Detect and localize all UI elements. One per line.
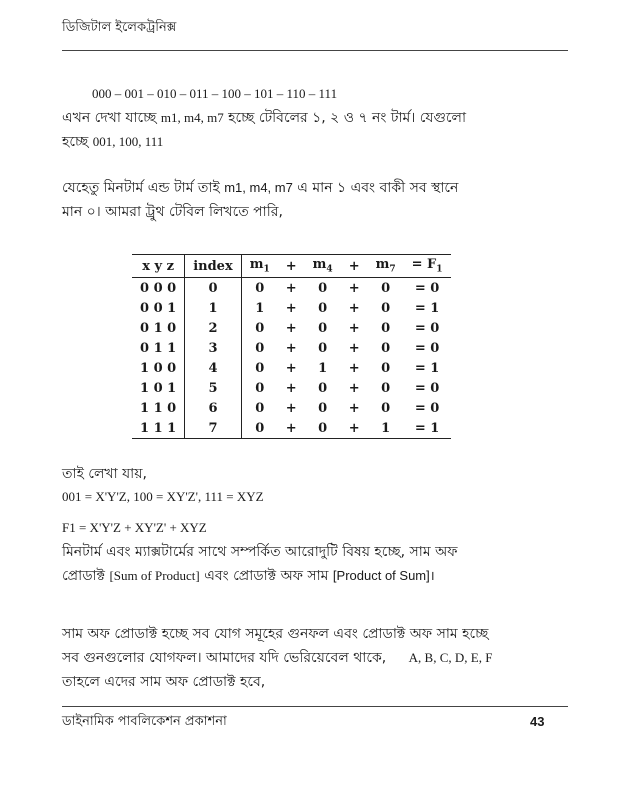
- cell-index: 0: [185, 278, 242, 299]
- cell-plus-2: +: [348, 320, 360, 336]
- cell-plus-1: +: [285, 380, 297, 396]
- cell-m7: 0: [381, 360, 391, 376]
- cell-m7: 0: [381, 280, 391, 296]
- cell-f1: = 0: [414, 320, 440, 336]
- col-header-m4: $m_4$: [305, 255, 341, 278]
- cell-plus-2: +: [348, 380, 360, 396]
- cell-m7: 0: [381, 400, 391, 416]
- cell-f1: = 0: [414, 280, 440, 296]
- table-row: [132, 398, 451, 418]
- cell-xyz: 1 1 0: [140, 400, 177, 416]
- cell-m4: 0: [318, 280, 328, 296]
- table-row: [132, 418, 451, 439]
- col-header-f1: = $F_1$: [404, 255, 451, 278]
- cell-plus-2: +: [348, 400, 360, 416]
- cell-f1: = 1: [414, 360, 440, 376]
- cell-m7: 0: [381, 320, 391, 336]
- cell-m1: 0: [241, 338, 278, 358]
- cell-index: 6: [185, 398, 242, 418]
- col-header-index: index: [185, 255, 242, 278]
- cell-m4: 0: [318, 300, 328, 316]
- cell-m7: 0: [381, 300, 391, 316]
- cell-xyz: 1 0 1: [140, 380, 177, 396]
- table-row: [132, 318, 451, 338]
- cell-m1: 0: [241, 358, 278, 378]
- cell-m4: 0: [318, 340, 328, 356]
- cell-m4: 0: [318, 420, 328, 436]
- cell-f1: = 0: [414, 400, 440, 416]
- cell-plus-1: +: [285, 300, 297, 316]
- minterm-equations: 001 = X'Y'Z, 100 = XY'Z', 111 = XYZ: [62, 489, 264, 504]
- col-header-xyz: x y z: [132, 255, 185, 278]
- cell-plus-1: +: [285, 420, 297, 436]
- cell-m1: 0: [241, 318, 278, 338]
- cell-index: 5: [185, 378, 242, 398]
- paragraph-sop-definition: সাম অফ প্রোডাক্ট হচ্ছে সব যোগ সমূহের গুনফল এবং প্রোডাক্ট অফ সাম হচ্ছে সব গুনগুলোর যোগফল। আমাদের যদি ভেরিয়েবেল থাকে, A, B, C, D, E, F তাহলে এদের সাম অফ প্রোডাক্ট হবে,: [62, 626, 493, 690]
- cell-xyz: 0 1 0: [140, 320, 177, 336]
- page-number: 43: [530, 714, 545, 729]
- paragraph-truth-table-intro: যেহেতু মিনটার্ম এন্ড টার্ম তাই m1, m4, m7 এ মান ১ এবং বাকী সব স্থানে মান ০। আমরা ট্রুথ টেবিল লিখতে পারি,: [62, 180, 459, 220]
- table-row: [132, 358, 451, 378]
- cell-index: 1: [185, 298, 242, 318]
- cell-xyz: 1 1 1: [140, 420, 177, 436]
- cell-plus-2: +: [348, 340, 360, 356]
- truth-table-body: [132, 278, 451, 439]
- cell-xyz: 0 0 0: [140, 280, 177, 296]
- col-header-plus-1: +: [278, 255, 305, 278]
- truth-table-container: [132, 254, 451, 439]
- running-header: ডিজিটাল ইলেকট্রনিক্স: [62, 20, 177, 35]
- cell-f1: = 0: [414, 340, 440, 356]
- cell-m4: 1: [318, 360, 328, 376]
- cell-f1: = 1: [414, 420, 440, 436]
- cell-xyz: 0 1 1: [140, 340, 177, 356]
- table-row: [132, 338, 451, 358]
- cell-plus-2: +: [348, 300, 360, 316]
- cell-m4: 0: [318, 380, 328, 396]
- cell-m1: 1: [241, 298, 278, 318]
- paragraph-sop-pos: মিনটার্ম এবং ম্যাক্সটার্মের সাথে সম্পর্কিত আরোদুটি বিষয় হচ্ছে, সাম অফ প্রোডাক্ট [Sum of Product] এবং প্রোডাক্ট অফ সাম [Product of Sum]।: [62, 544, 458, 584]
- cell-xyz: 1 0 0: [140, 360, 177, 376]
- cell-m4: 0: [318, 320, 328, 336]
- binary-sequence: 000 – 001 – 010 – 011 – 100 – 101 – 110 – 111: [92, 86, 338, 101]
- derivation-intro: তাই লেখা যায়,: [62, 466, 147, 482]
- col-header-plus-2: +: [341, 255, 368, 278]
- cell-index: 4: [185, 358, 242, 378]
- cell-plus-1: +: [285, 400, 297, 416]
- cell-plus-2: +: [348, 360, 360, 376]
- publisher-name: ডাইনামিক পাবলিকেশন প্রকাশনা: [62, 714, 227, 729]
- cell-index: 2: [185, 318, 242, 338]
- cell-plus-1: +: [285, 320, 297, 336]
- truth-table-header-row: [132, 255, 451, 278]
- col-header-m7: $m_7$: [368, 255, 404, 278]
- cell-plus-1: +: [285, 340, 297, 356]
- table-row: [132, 298, 451, 318]
- cell-m1: 0: [241, 278, 278, 299]
- f1-expression: F1 = X'Y'Z + XY'Z' + XYZ: [62, 520, 207, 535]
- col-header-m1: $m_1$: [241, 255, 278, 278]
- cell-m4: 0: [318, 400, 328, 416]
- truth-table: [132, 254, 451, 439]
- cell-m7: 0: [381, 340, 391, 356]
- cell-plus-2: +: [348, 280, 360, 296]
- cell-xyz: 0 0 1: [140, 300, 177, 316]
- cell-m7: 0: [381, 380, 391, 396]
- cell-m1: 0: [241, 378, 278, 398]
- cell-f1: = 0: [414, 380, 440, 396]
- cell-m1: 0: [241, 418, 278, 439]
- footer-divider: [62, 706, 568, 707]
- cell-plus-1: +: [285, 360, 297, 376]
- cell-index: 3: [185, 338, 242, 358]
- cell-m7: 1: [381, 420, 391, 436]
- paragraph-minterm-positions: এখন দেখা যাচ্ছে m1, m4, m7 হচ্ছে টেবিলের ১, ২ ও ৭ নং টার্ম। যেগুলো হচ্ছে 001, 100, 111: [62, 110, 467, 150]
- table-row: [132, 378, 451, 398]
- table-row: [132, 278, 451, 299]
- cell-f1: = 1: [414, 300, 440, 316]
- cell-index: 7: [185, 418, 242, 439]
- cell-m1: 0: [241, 398, 278, 418]
- cell-plus-2: +: [348, 420, 360, 436]
- header-divider: [62, 50, 568, 51]
- cell-plus-1: +: [285, 280, 297, 296]
